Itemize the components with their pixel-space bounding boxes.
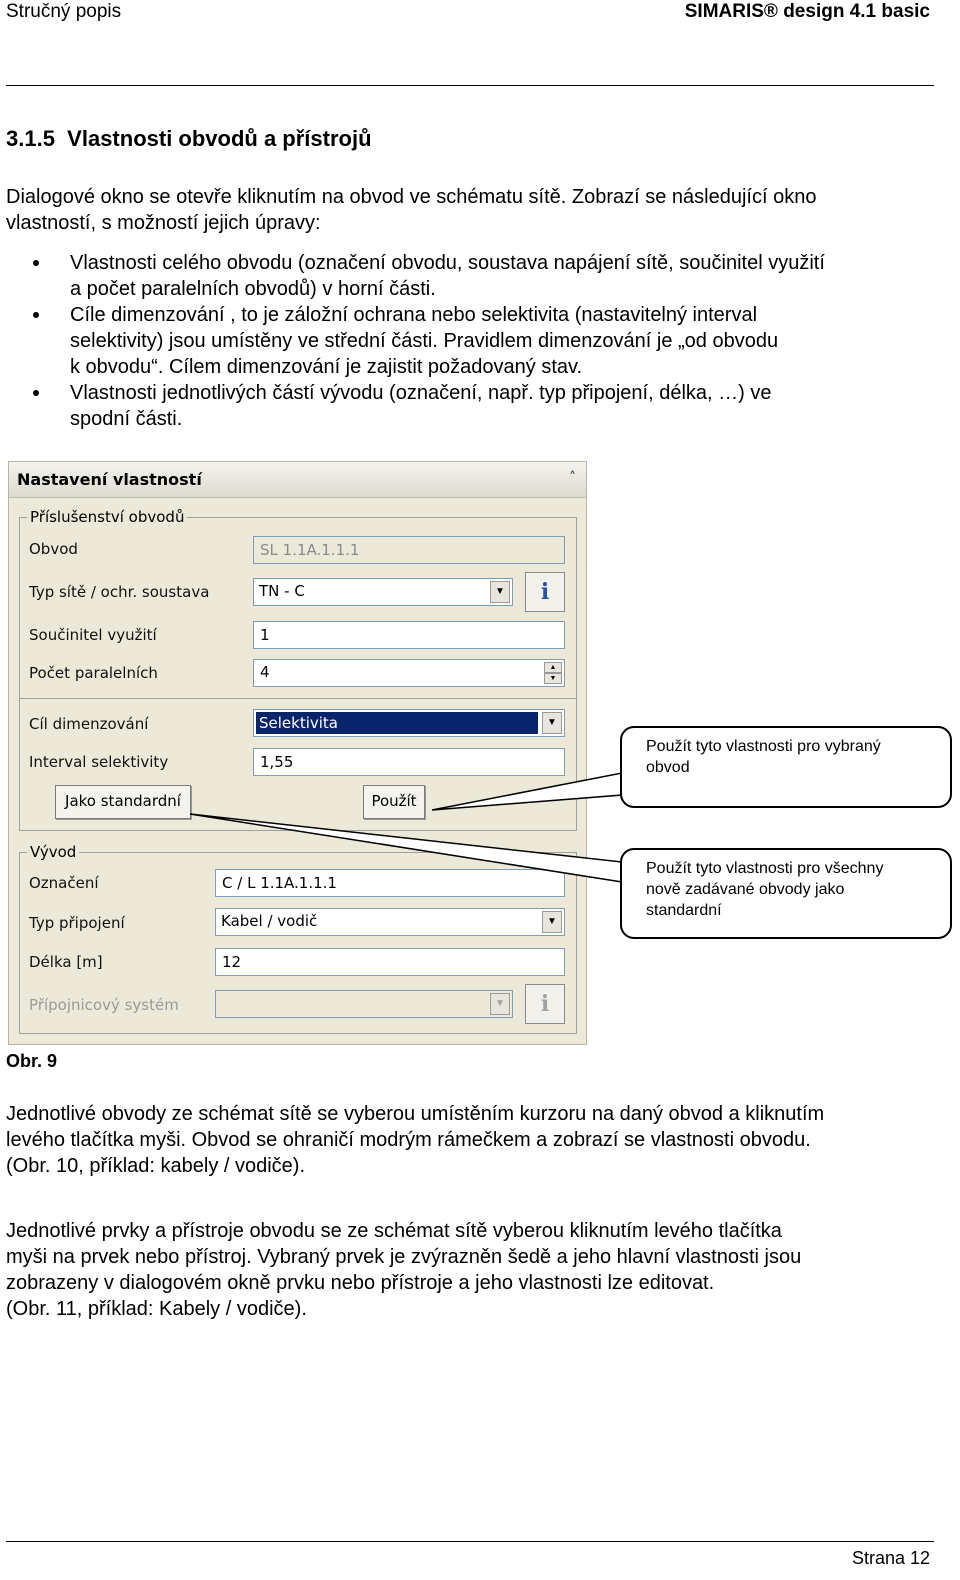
obvod-label: Obvod bbox=[29, 540, 78, 558]
chevron-down-icon[interactable]: ▼ bbox=[490, 993, 510, 1015]
network-type-value: TN - C bbox=[259, 582, 305, 600]
parallel-count-label: Počet paralelních bbox=[29, 664, 158, 682]
paragraph-line: (Obr. 10, příklad: kabely / vodiče). bbox=[6, 1155, 306, 1177]
paragraph-line: Jednotlivé obvody ze schémat sítě se vyberou umístěním kurzoru na daný obvod a kliknutím bbox=[6, 1103, 825, 1125]
set-as-default-button[interactable]: Jako standardní bbox=[55, 785, 191, 819]
bullet-line: selektivity) jsou umístěny ve střední části. Pravidlem dimenzování je „od obvodu bbox=[70, 330, 779, 352]
chevron-down-icon[interactable]: ▼ bbox=[490, 581, 510, 603]
section-number: 3.1.5 bbox=[6, 126, 55, 151]
dialog-title: Nastavení vlastností bbox=[17, 470, 202, 489]
bullet-line: k obvodu“. Cílem dimenzování je zajistit požadovaný stav. bbox=[70, 356, 583, 378]
obvod-field[interactable]: SL 1.1A.1.1.1 bbox=[253, 536, 565, 564]
dimensioning-goal-label: Cíl dimenzování bbox=[29, 715, 149, 733]
selectivity-interval-input[interactable]: 1,55 bbox=[253, 748, 565, 776]
callout-line: nově zadávané obvody jako bbox=[646, 881, 845, 898]
section-title: Vlastnosti obvodů a přístrojů bbox=[67, 126, 372, 151]
utilization-factor-input[interactable]: 1 bbox=[253, 621, 565, 649]
paragraph-line: myši na prvek nebo přístroj. Vybraný prvek je zvýrazněn šedě a jeho hlavní vlastnosti jsou bbox=[6, 1246, 802, 1268]
bullet-line: Cíle dimenzování , to je záložní ochrana nebo selektivita (nastavitelný interval bbox=[70, 304, 758, 326]
length-label: Délka [m] bbox=[29, 953, 103, 971]
stepper-down-icon[interactable]: ▼ bbox=[544, 673, 562, 684]
busbar-system-label: Přípojnicový systém bbox=[29, 996, 179, 1014]
callout-line: obvod bbox=[646, 759, 690, 776]
bullet-line: Vlastnosti jednotlivých částí vývodu (označení, např. typ připojení, délka, …) ve bbox=[70, 382, 772, 404]
parallel-count-value: 4 bbox=[260, 663, 270, 681]
intro-line: vlastností, s možností jejich úpravy: bbox=[6, 212, 321, 234]
bullet-line: Vlastnosti celého obvodu (označení obvodu, soustava napájení sítě, součinitel využití bbox=[70, 252, 825, 274]
callout-pointer-selected bbox=[432, 773, 622, 810]
chevron-down-icon[interactable]: ▼ bbox=[542, 911, 562, 933]
paragraph-line: zobrazeny v dialogovém okně prvku nebo přístroje a jeho vlastnosti lze editovat. bbox=[6, 1272, 715, 1294]
group1-legend: Příslušenství obvodů bbox=[27, 508, 187, 526]
bullet-line: a počet paralelních obvodů) v horní části. bbox=[70, 278, 436, 300]
stepper-up-icon[interactable]: ▲ bbox=[544, 662, 562, 673]
paragraph-2 bbox=[6, 1218, 801, 1322]
chevron-down-icon[interactable]: ▼ bbox=[542, 712, 562, 734]
connection-type-value: Kabel / vodič bbox=[221, 912, 318, 930]
callout-pointer-all bbox=[190, 814, 622, 882]
header-left: Stručný popis bbox=[6, 1, 122, 22]
group2-legend: Vývod bbox=[27, 843, 79, 861]
footer-rule bbox=[6, 1541, 934, 1542]
page-number: Strana 12 bbox=[851, 1548, 930, 1568]
connection-type-label: Typ připojení bbox=[29, 914, 125, 932]
paragraph-line: Jednotlivé prvky a přístroje obvodu se ze schémat sítě vyberou kliknutím levého tlačítka bbox=[6, 1220, 782, 1242]
callout-selected-circuit bbox=[620, 726, 952, 808]
designation-input[interactable]: C / L 1.1A.1.1.1 bbox=[215, 869, 565, 897]
info-icon: i bbox=[540, 579, 550, 605]
intro-line: Dialogové okno se otevře kliknutím na obvod ve schématu sítě. Zobrazí se následující okno bbox=[6, 186, 817, 208]
apply-button[interactable]: Použít bbox=[363, 785, 425, 819]
callout-line: Použít tyto vlastnosti pro vybraný bbox=[646, 738, 881, 755]
designation-label: Označení bbox=[29, 874, 99, 892]
callout-line: Použít tyto vlastnosti pro všechny bbox=[646, 860, 884, 877]
callout-all-circuits bbox=[620, 848, 952, 939]
paragraph-1 bbox=[6, 1101, 824, 1179]
length-input[interactable]: 12 bbox=[215, 948, 565, 976]
figure-caption: Obr. 9 bbox=[6, 1051, 58, 1071]
paragraph-line: (Obr. 11, příklad: Kabely / vodiče). bbox=[6, 1298, 307, 1320]
dimensioning-goal-value: Selektivita bbox=[256, 712, 538, 734]
paragraph-line: levého tlačítka myši. Obvod se ohraničí modrým rámečkem a zobrazí se vlastnosti obvodu. bbox=[6, 1129, 811, 1151]
callout-line: standardní bbox=[646, 902, 722, 919]
collapse-icon[interactable]: ˄ bbox=[569, 470, 576, 486]
header-right: SIMARIS® design 4.1 basic bbox=[684, 1, 930, 22]
selectivity-interval-label: Interval selektivity bbox=[29, 753, 169, 771]
utilization-factor-label: Součinitel využití bbox=[29, 626, 157, 644]
bullet-line: spodní části. bbox=[70, 408, 183, 430]
info-icon: i bbox=[540, 991, 550, 1017]
network-type-label: Typ sítě / ochr. soustava bbox=[29, 583, 210, 601]
